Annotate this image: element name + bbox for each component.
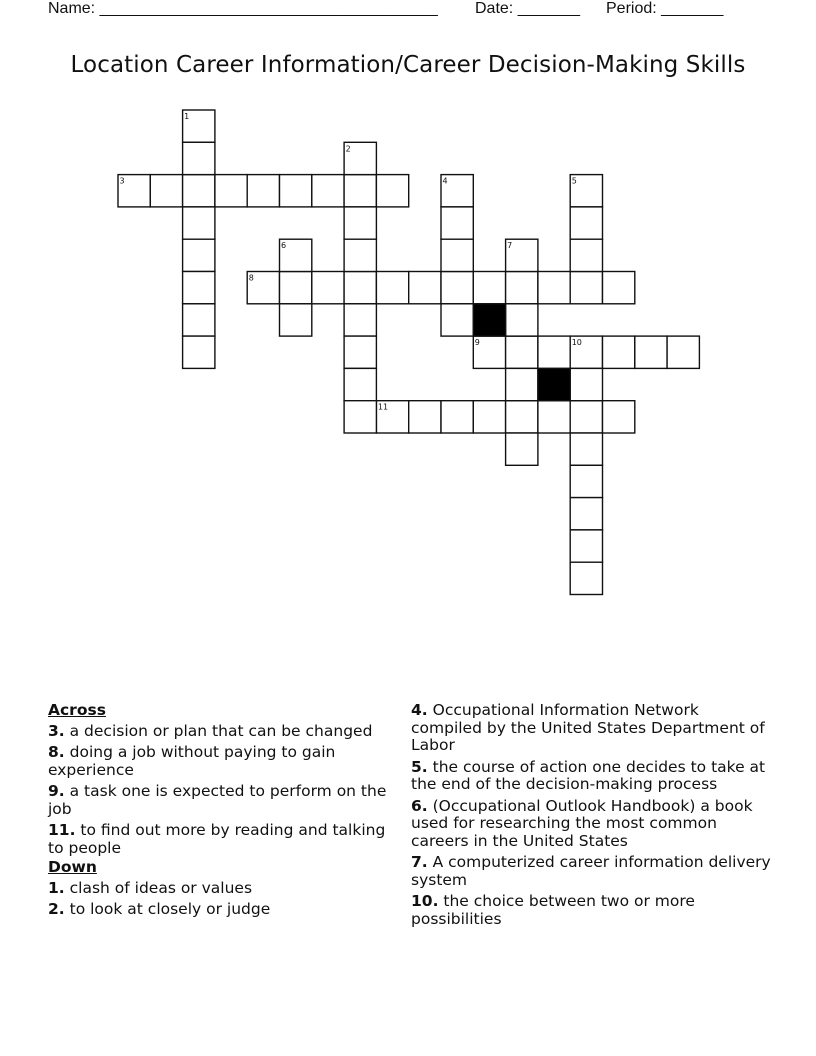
- clues-column-right: [411, 702, 771, 932]
- clue-across-9: [48, 783, 393, 818]
- answer-cell[interactable]: [183, 175, 215, 207]
- answer-cell[interactable]: [603, 336, 635, 368]
- clue-number-label: 2: [345, 144, 351, 154]
- clue-text: clash of ideas or values: [69, 878, 253, 897]
- clue-text: the course of action one decides to take at the end of the decision-making process: [411, 757, 766, 793]
- answer-cell[interactable]: [570, 498, 602, 530]
- clue-number: 6.: [411, 796, 428, 815]
- answer-cell[interactable]: [570, 465, 602, 497]
- clue-down-5: [411, 759, 771, 794]
- name-field[interactable]: Name: ______________________________________: [48, 0, 438, 17]
- answer-cell[interactable]: [183, 207, 215, 239]
- answer-cell[interactable]: [441, 239, 473, 271]
- answer-cell[interactable]: [441, 272, 473, 304]
- answer-cell[interactable]: [312, 175, 344, 207]
- answer-cell[interactable]: [280, 272, 312, 304]
- clue-down-1: [48, 880, 393, 898]
- answer-cell[interactable]: [344, 207, 376, 239]
- down-heading: Down: [48, 858, 97, 876]
- answer-cell[interactable]: [312, 272, 344, 304]
- clue-down-2: [48, 901, 393, 919]
- clue-number-label: 8: [248, 273, 254, 283]
- clue-text: a task one is expected to perform on the job: [48, 782, 387, 818]
- answer-cell[interactable]: [570, 433, 602, 465]
- answer-cell[interactable]: [570, 239, 602, 271]
- answer-cell[interactable]: [603, 272, 635, 304]
- clue-number-label: 5: [571, 176, 577, 186]
- clue-across-8: [48, 744, 393, 779]
- clue-text: (Occupational Outlook Handbook) a book used for researching the most common careers in the United States: [411, 796, 753, 850]
- answer-cell[interactable]: [506, 304, 538, 336]
- clue-number: 4.: [411, 701, 428, 719]
- clue-across-11: [48, 822, 393, 857]
- clue-number: 1.: [48, 878, 65, 897]
- clue-text: to look at closely or judge: [69, 900, 271, 918]
- answer-cell[interactable]: [603, 401, 635, 433]
- answer-cell[interactable]: [183, 272, 215, 304]
- answer-cell[interactable]: [344, 239, 376, 271]
- answer-cell[interactable]: [183, 142, 215, 174]
- clue-number: 7.: [411, 853, 428, 871]
- clue-number: 10.: [411, 892, 439, 910]
- answer-cell[interactable]: [441, 207, 473, 239]
- clue-down-7: [411, 854, 771, 889]
- answer-cell[interactable]: [506, 272, 538, 304]
- clue-number: 9.: [48, 782, 65, 800]
- answer-cell[interactable]: [376, 175, 408, 207]
- answer-cell[interactable]: [667, 336, 699, 368]
- clue-number: 3.: [48, 721, 65, 740]
- clue-number-label: 3: [119, 176, 125, 186]
- clue-text: the choice between two or more possibilities: [411, 892, 695, 928]
- answer-cell[interactable]: [570, 207, 602, 239]
- answer-cell[interactable]: [473, 272, 505, 304]
- answer-cell[interactable]: [506, 433, 538, 465]
- across-heading: Across: [48, 701, 106, 719]
- clue-down-4: [411, 702, 771, 755]
- period-field[interactable]: Period: _______: [606, 0, 724, 17]
- answer-cell[interactable]: [570, 368, 602, 400]
- answer-cell[interactable]: [150, 175, 182, 207]
- clue-number-label: 4: [442, 176, 448, 186]
- answer-cell[interactable]: [183, 336, 215, 368]
- clue-number: 2.: [48, 900, 65, 918]
- clue-number-label: 11: [377, 402, 389, 412]
- clue-number-label: 9: [474, 338, 480, 348]
- answer-cell[interactable]: [473, 401, 505, 433]
- blocked-cell: [538, 368, 570, 400]
- answer-cell[interactable]: [441, 304, 473, 336]
- answer-cell[interactable]: [344, 336, 376, 368]
- answer-cell[interactable]: [183, 239, 215, 271]
- answer-cell[interactable]: [441, 401, 473, 433]
- worksheet-title: Location Career Information/Career Decision-Making Skills: [70, 52, 746, 78]
- answer-cell[interactable]: [538, 401, 570, 433]
- clue-text: Occupational Information Network compiled by the United States Department of Labor: [411, 701, 765, 754]
- answer-cell[interactable]: [570, 272, 602, 304]
- answer-cell[interactable]: [506, 368, 538, 400]
- answer-cell[interactable]: [538, 336, 570, 368]
- answer-cell[interactable]: [538, 272, 570, 304]
- clue-across-3: [48, 723, 393, 741]
- clue-number: 11.: [48, 821, 76, 839]
- answer-cell[interactable]: [247, 175, 279, 207]
- answer-cell[interactable]: [409, 272, 441, 304]
- answer-cell[interactable]: [344, 401, 376, 433]
- clue-down-10: [411, 893, 771, 928]
- answer-cell[interactable]: [280, 175, 312, 207]
- date-field[interactable]: Date: _______: [475, 0, 580, 17]
- answer-cell[interactable]: [280, 304, 312, 336]
- clues-column-left: [48, 702, 393, 923]
- answer-cell[interactable]: [344, 304, 376, 336]
- answer-cell[interactable]: [344, 368, 376, 400]
- clue-number: 8.: [48, 743, 65, 761]
- answer-cell[interactable]: [409, 401, 441, 433]
- clue-text: a decision or plan that can be changed: [69, 721, 373, 740]
- clue-number-label: 1: [184, 112, 190, 121]
- answer-cell[interactable]: [570, 401, 602, 433]
- clue-text: doing a job without paying to gain experience: [48, 743, 336, 779]
- clue-text: to find out more by reading and talking to people: [48, 821, 386, 857]
- clue-number-label: 6: [281, 241, 287, 251]
- answer-cell[interactable]: [215, 175, 247, 207]
- clue-down-6: [411, 798, 771, 851]
- answer-cell[interactable]: [570, 530, 602, 562]
- answer-cell[interactable]: [376, 272, 408, 304]
- answer-cell[interactable]: [344, 175, 376, 207]
- answer-cell[interactable]: [183, 304, 215, 336]
- clue-number-label: 10: [571, 338, 582, 348]
- answer-cell[interactable]: [344, 272, 376, 304]
- clue-number: 5.: [411, 757, 428, 776]
- answer-cell[interactable]: [570, 562, 602, 594]
- blocked-cell: [473, 304, 505, 336]
- answer-cell[interactable]: [506, 336, 538, 368]
- answer-cell[interactable]: [506, 401, 538, 433]
- clue-text: A computerized career information delivery system: [411, 853, 771, 889]
- answer-cell[interactable]: [635, 336, 667, 368]
- clue-number-label: 7: [507, 241, 513, 251]
